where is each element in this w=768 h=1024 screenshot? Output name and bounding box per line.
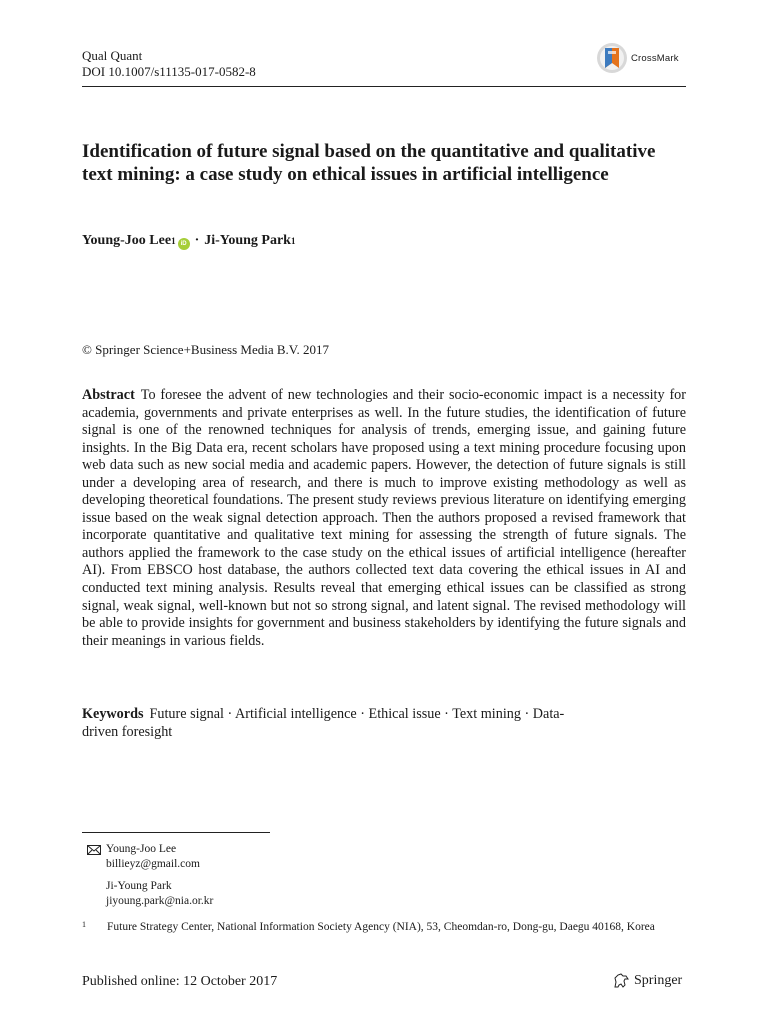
published-date: Published online: 12 October 2017 <box>82 974 278 989</box>
keywords <box>82 706 582 741</box>
orcid-icon[interactable]: iD <box>178 238 190 250</box>
footnote-rule <box>82 832 270 833</box>
springer-horse-icon <box>612 973 630 989</box>
corresponding-author-email[interactable]: billieyz@gmail.com <box>106 858 200 870</box>
journal-header <box>82 48 256 80</box>
doi[interactable]: DOI 10.1007/s11135-017-0582-8 <box>82 64 256 79</box>
publisher-name: Springer <box>634 973 683 988</box>
corresponding-author-name: Young-Joo Lee <box>106 843 177 855</box>
author-separator: · <box>194 233 200 248</box>
springer-logo[interactable] <box>612 973 682 989</box>
keywords-text: Future signal · Artificial intelligence · Ethical issue · Text mining · Data-driven foresight <box>82 706 565 740</box>
envelope-icon <box>82 842 106 855</box>
journal-name: Qual Quant <box>82 48 143 63</box>
author-name[interactable]: Ji-Young Park <box>204 233 291 248</box>
header-rule <box>82 86 686 87</box>
crossmark-icon <box>596 42 628 74</box>
keywords-label: Keywords <box>82 706 144 722</box>
affiliation-text: Future Strategy Center, National Information Society Agency (NIA), 53, Cheomdan-ro, Dong-gu, Daegu 40168, Korea <box>107 921 655 933</box>
affiliation-footnote <box>82 920 667 935</box>
abstract-label: Abstract <box>82 387 135 403</box>
abstract <box>82 387 686 650</box>
corresponding-author-name: Ji-Young Park <box>106 880 172 892</box>
author-name[interactable]: Young-Joo Lee <box>82 233 172 248</box>
article-title: Identification of future signal based on the quantitative and qualitative text mining: a case study on ethical issues in artificial intelligence <box>82 141 656 185</box>
copyright-notice: © Springer Science+Business Media B.V. 2017 <box>82 342 329 357</box>
author-list: Young-Joo Lee 1 iD · Ji-Young Park 1 <box>82 233 296 248</box>
affiliation-number: 1 <box>82 920 86 929</box>
corresponding-author-email[interactable]: jiyoung.park@nia.or.kr <box>106 895 214 907</box>
crossmark-label: CrossMark <box>631 52 679 64</box>
correspondence-block <box>82 842 213 909</box>
crossmark-badge[interactable] <box>596 42 679 74</box>
abstract-text: To foresee the advent of new technologies and their socio-economic impact is a necessity for academia, governments and private enterprises as well. In the future studies, the identification of future signal is one of the renowned techniques for analysis of trends, emerging issue, and gaining future insights. In the Big Data era, recent scholars have proposed using a text mining procedure focusing upon web data such as new social media and academic papers. However, the detection of future signals is still under a developing area of research, and there is much to improve existing methodology as well as developing theoretical foundations. The present study reviews previous literature on identifying emerging issue based on the weak signal detection approach. Then the authors proposed a revised framework that incorporate quantitative and qualitative text mining for assessing the strength of future signals. The authors applied the framework to the case study on the ethical issues of artificial intelligence (hereafter AI). From EBSCO host database, the authors collected text data covering the ethical issues in AI and conducted text mining analysis. Results reveal that emerging ethical issues can be classified as strong signal, weak signal, well-known but not so strong signal, and latent signal. The revised methodology will be able to provide insights for government and business stakeholders by identifying the future signals and their meanings in various fields. <box>82 387 686 649</box>
